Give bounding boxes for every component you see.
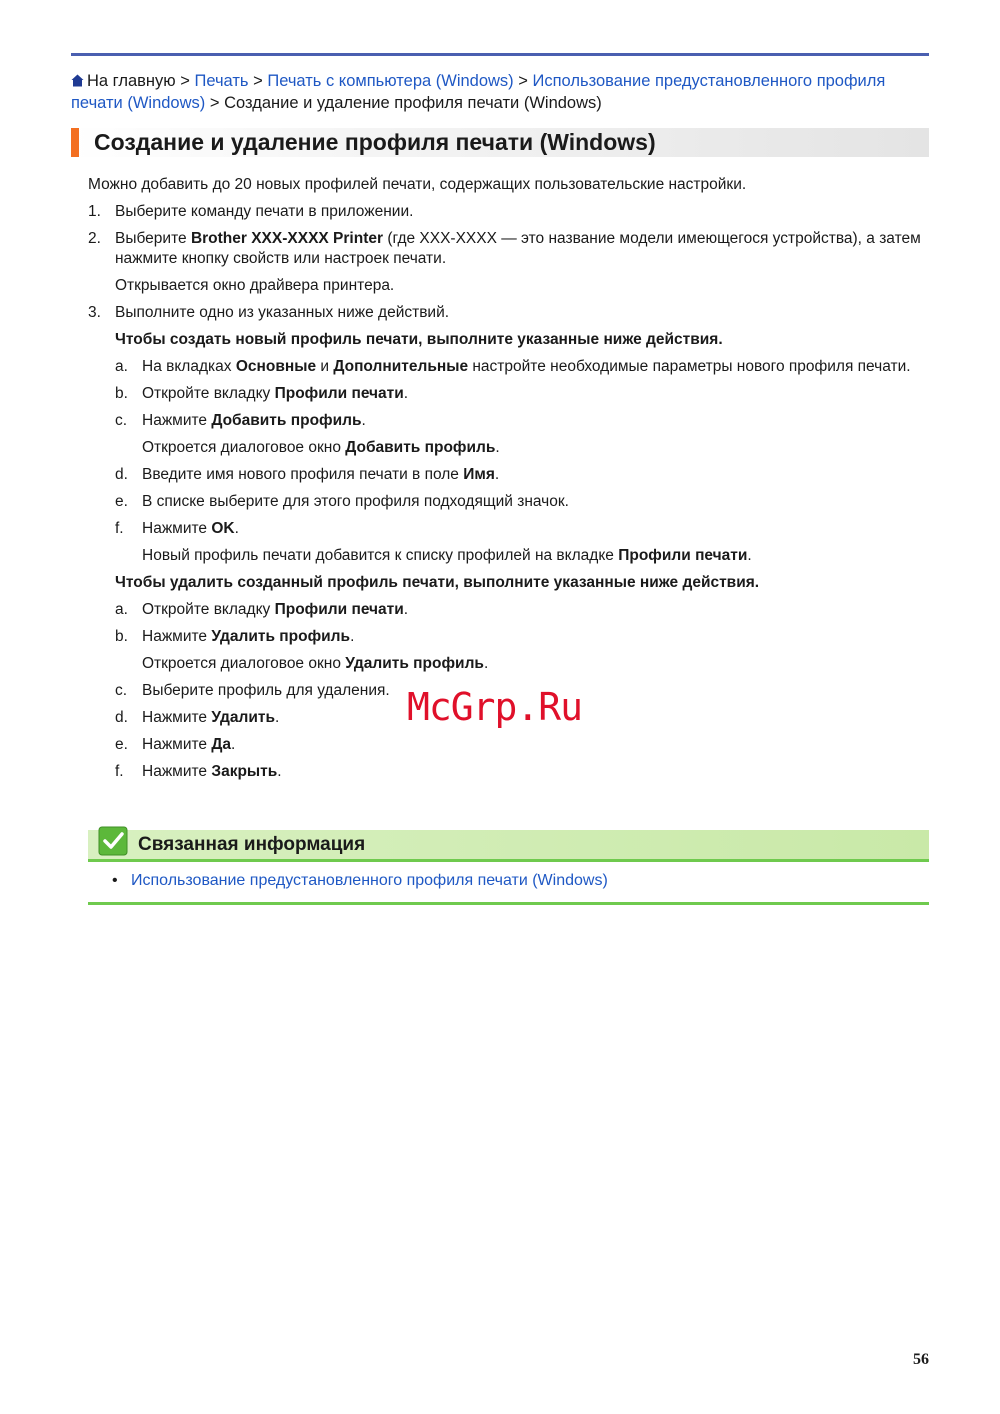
step-2-note: Открывается окно драйвера принтера. bbox=[115, 277, 395, 294]
create-step-d: d. Введите имя нового профиля печати в поле Имя. bbox=[115, 466, 500, 483]
create-step-a: a. На вкладках Основные и Дополнительные настройте необходимые параметры нового профиля печати. bbox=[115, 358, 911, 375]
checkmark-icon bbox=[98, 826, 128, 861]
step-2: 2. Выберите Brother XXX-XXXX Printer (где XXX-XXXX — это название модели имеющегося устройства), а затем нажмите кнопку свойств или настроек печати. bbox=[88, 230, 921, 267]
breadcrumb: На главную > Печать > Печать с компьютера (Windows) > Использование предустановленного профиля печати (Windows) > Создание и удаление профиля печати (Windows) bbox=[71, 72, 886, 112]
page-number: 56 bbox=[913, 1351, 929, 1368]
breadcrumb-link-print[interactable]: Печать bbox=[194, 72, 249, 90]
step-1: 1. Выберите команду печати в приложении. bbox=[88, 203, 414, 220]
delete-step-c: c. Выберите профиль для удаления. bbox=[115, 682, 390, 699]
create-step-c-note: Откроется диалоговое окно Добавить профиль. bbox=[142, 439, 500, 456]
delete-step-a: a. Откройте вкладку Профили печати. bbox=[115, 601, 409, 618]
bottom-rule bbox=[88, 902, 929, 905]
delete-step-b-note: Откроется диалоговое окно Удалить профиль. bbox=[142, 655, 489, 672]
delete-heading: Чтобы удалить созданный профиль печати, выполните указанные ниже действия. bbox=[115, 574, 760, 591]
related-info-list bbox=[113, 871, 608, 891]
title-accent bbox=[71, 128, 79, 157]
breadcrumb-current: Создание и удаление профиля печати (Windows) bbox=[224, 94, 602, 112]
intro-text: Можно добавить до 20 новых профилей печати, содержащих пользовательские настройки. bbox=[88, 176, 747, 193]
page-title: Создание и удаление профиля печати (Windows) bbox=[94, 129, 656, 155]
breadcrumb-link-print-from-computer[interactable]: Печать с компьютера (Windows) bbox=[267, 72, 514, 90]
related-info-title: Связанная информация bbox=[138, 834, 366, 855]
breadcrumb-link-preset-profile[interactable]: Использование предустановленного профиля печати (Windows) bbox=[71, 72, 886, 112]
related-info-bar bbox=[88, 830, 929, 862]
top-rule bbox=[71, 53, 929, 56]
create-step-c: c. Нажмите Добавить профиль. bbox=[115, 412, 366, 429]
delete-step-f: f. Нажмите Закрыть. bbox=[115, 763, 282, 780]
create-step-f-note: Новый профиль печати добавится к списку профилей на вкладке Профили печати. bbox=[142, 547, 752, 564]
title-bar bbox=[71, 128, 929, 157]
breadcrumb-home[interactable]: На главную bbox=[87, 72, 176, 90]
list-bullet: • bbox=[112, 872, 118, 889]
delete-step-e: e. Нажмите Да. bbox=[115, 736, 236, 753]
create-step-f: f. Нажмите OK. bbox=[115, 520, 239, 537]
home-icon[interactable] bbox=[71, 72, 84, 93]
delete-step-b: b. Нажмите Удалить профиль. bbox=[115, 628, 355, 645]
create-heading: Чтобы создать новый профиль печати, выполните указанные ниже действия. bbox=[115, 331, 723, 348]
delete-step-d: d. Нажмите Удалить. bbox=[115, 709, 280, 726]
related-link-preset-profile[interactable]: Использование предустановленного профиля печати (Windows) bbox=[131, 872, 608, 889]
watermark: McGrp.Ru bbox=[407, 685, 583, 729]
create-step-b: b. Откройте вкладку Профили печати. bbox=[115, 385, 409, 402]
create-step-e: e. В списке выберите для этого профиля подходящий значок. bbox=[115, 493, 569, 510]
step-3: 3. Выполните одно из указанных ниже действий. bbox=[88, 304, 450, 321]
